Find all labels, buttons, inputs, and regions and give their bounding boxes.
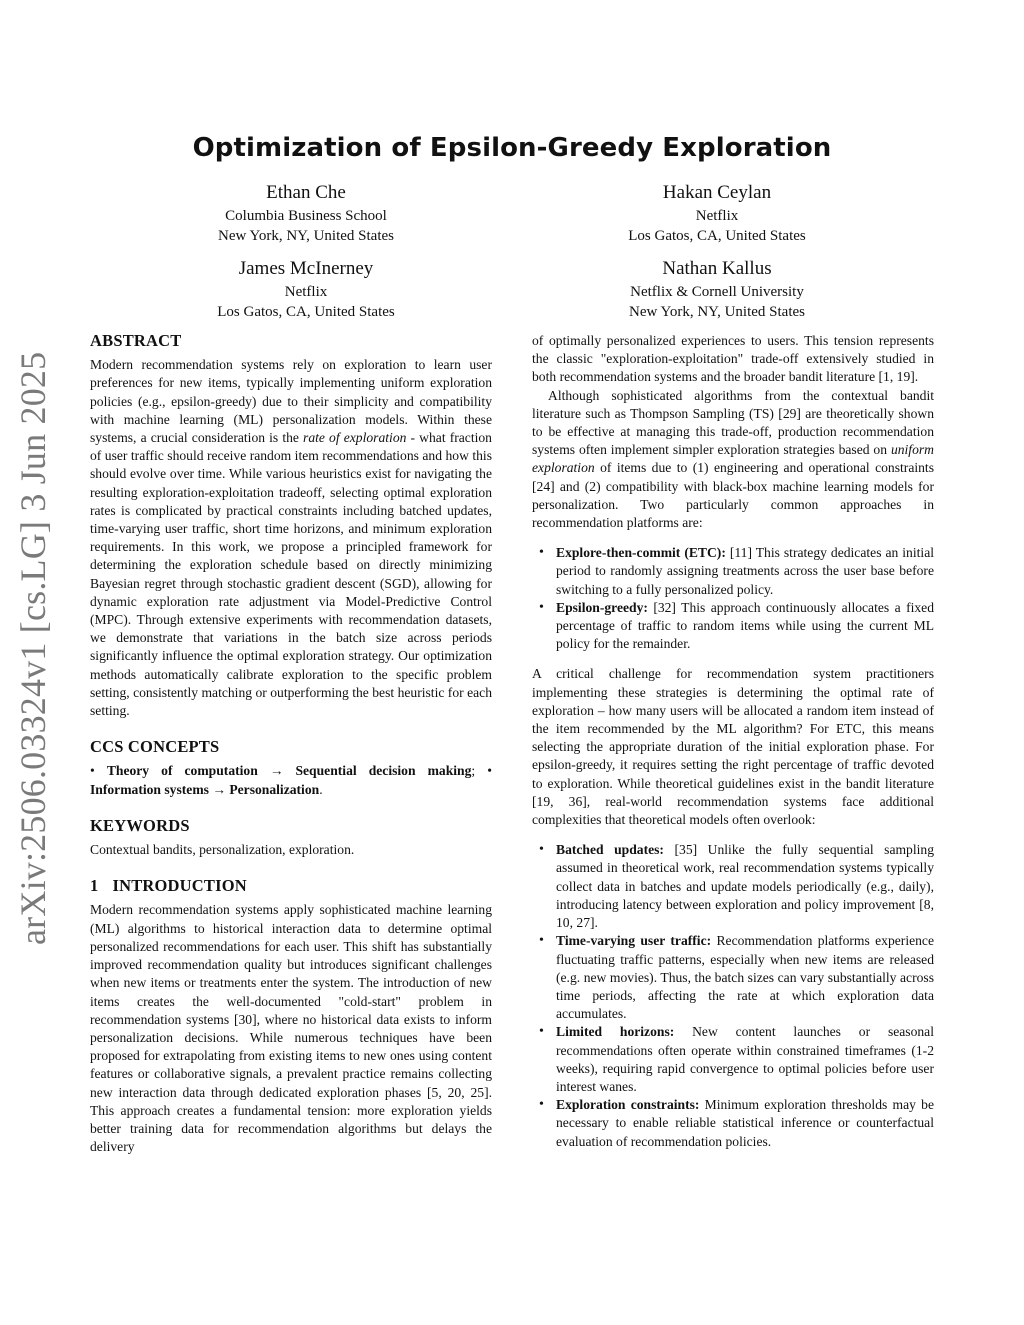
intro-paragraph: A critical challenge for recommendation system practitioners implementing these strategies is determining the optimal rate of exploration – how many users will be allocated a random item instead of the item recommended by the ML algorithm? For ETC, this means selecting the appropriate duration of the initial exploration phase. For epsilon-greedy, it requires setting the right percentage of traffic devoted to exploration. While theoretical guidelines exist in the bandit literature [19, 36], real-world recommendation systems face additional complexities that theoretical models often overlook: [532, 666, 934, 828]
arxiv-identifier: arXiv:2506.03324v1 [cs.LG] 3 Jun 2025 [13, 351, 53, 945]
intro-paragraph: Although sophisticated algorithms from the contextual bandit literature such as Thompson Sampling (TS) [29] are theoretically shown to be effective at managing this trade-off, production recommendation systems often implement simpler exploration strategies based on uniform exploration of items due to (1) engineering and operational constraints [24] and (2) compatibility with black-box machine learning models for personalization. Two particularly common approaches in recommendation platforms are: [532, 387, 934, 531]
ccs-heading: CCS CONCEPTS [90, 737, 220, 757]
approaches-list [532, 544, 934, 653]
author-block [517, 257, 917, 322]
author-location: New York, NY, United States [218, 228, 394, 244]
author-block [517, 181, 917, 246]
keywords-heading: KEYWORDS [90, 815, 190, 835]
right-column [532, 332, 934, 1163]
author-affiliation: Netflix [695, 208, 739, 224]
author-affiliation: Netflix [284, 284, 328, 300]
abstract-heading: ABSTRACT [90, 331, 182, 350]
list-item: • Time-varying user traffic: Recommendation platforms experience fluctuating traffic patterns, especially when new items are released (e.g. new movies). Thus, the batch sizes can vary substantially across time periods, affecting the rate at which exploration data accumulates. [556, 932, 934, 1023]
list-item: • Exploration constraints: Minimum exploration thresholds may be necessary to enable reliable statistical inference or counterfactual evaluation of recommendation policies. [556, 1096, 934, 1151]
author-block [106, 257, 506, 322]
author-name: Ethan Che [266, 182, 346, 203]
author-name: James McInerney [238, 258, 374, 279]
list-item: • Batched updates: [35] Unlike the fully sequential sampling assumed in theoretical work, real recommendation systems typically collect data in batches and update models periodically (e.g., daily), introducing latency between exploration and policy improvement [8, 10, 27]. [556, 841, 934, 932]
intro-paragraph: Modern recommendation systems apply sophisticated machine learning (ML) algorithms to historical interaction data to determine optimal personalized recommendations for each user. This shift has substantially improved recommendation quality but introduces significant challenges when new items or treatments enter the system. The introduction of new items creates the well-documented "cold-start" problem in recommendation systems [30], where no historical data exists to inform personalization decisions. While numerous techniques have been proposed for extrapolating from existing items to new ones using content features or collaborative signals, a prevalent practice remains collecting new interaction data through dedicated exploration phases [5, 20, 25]. This approach creates a fundamental tension: more exploration yields better training data for recommendation algorithms but delays the delivery [90, 902, 492, 1155]
list-item: • Limited horizons: New content launches or seasonal recommendations often operate within constrained timeframes (1-2 weeks), requiring rapid convergence to optimal policies before user interest wanes. [556, 1023, 934, 1096]
author-location: Los Gatos, CA, United States [628, 228, 806, 244]
keywords-text: Contextual bandits, personalization, exploration. [90, 842, 355, 858]
author-name: Hakan Ceylan [662, 182, 772, 203]
author-block [106, 181, 506, 246]
paper-title: Optimization of Epsilon-Greedy Exploration [192, 133, 832, 163]
ccs-concepts: • Theory of computation → Sequential decision making; • Information systems → Personalization. [90, 763, 492, 797]
list-item: • Explore-then-commit (ETC): [11] This strategy dedicates an initial period to randomly assigning treatments across the user base before switching to a fully personalized policy. [556, 544, 934, 599]
introduction-heading: 1 INTRODUCTION [90, 876, 247, 896]
abstract-text: Modern recommendation systems rely on exploration to learn user preferences for new items, typically implementing uniform exploration policies (e.g., epsilon-greedy) due to their simplicity and compatibility with machine learning (ML) personalization models. Within these systems, a crucial consideration is the rate of exploration - what fraction of user traffic should receive random item recommendations and how this should evolve over time. While various heuristics exist for navigating the resulting exploration-exploitation tradeoff, selecting optimal exploration rates is complicated by practical constraints including batched updates, time-varying user traffic, short time horizons, and minimum exploration requirements. In this work, we propose a principled framework for determining the exploration schedule based on directly minimizing Bayesian regret through stochastic gradient descent (SGD), allowing for dynamic exploration rate adjustment via Model-Predictive Control (MPC). Through extensive experiments with recommendation datasets, we demonstrate that variations in the batch size across periods significantly influence the optimal exploration strategy. Our optimization methods automatically calibrate exploration to the specific problem setting, consistently matching or outperforming the best heuristic for each setting. [90, 357, 492, 719]
author-location: Los Gatos, CA, United States [217, 304, 395, 320]
author-affiliation: Netflix & Cornell University [630, 284, 804, 300]
author-location: New York, NY, United States [629, 304, 805, 320]
complexities-list [532, 841, 934, 1150]
intro-paragraph-continued: of optimally personalized experiences to users. This tension represents the classic "exploration-exploitation" trade-off extensively studied in both recommendation systems and the broader bandit literature [1, 19]. [532, 333, 934, 385]
author-affiliation: Columbia Business School [225, 208, 387, 224]
author-name: Nathan Kallus [662, 258, 772, 279]
list-item: • Epsilon-greedy: [32] This approach continuously allocates a fixed percentage of traffic to random items while using the current ML policy for the remainder. [556, 599, 934, 654]
left-column [90, 332, 492, 1156]
